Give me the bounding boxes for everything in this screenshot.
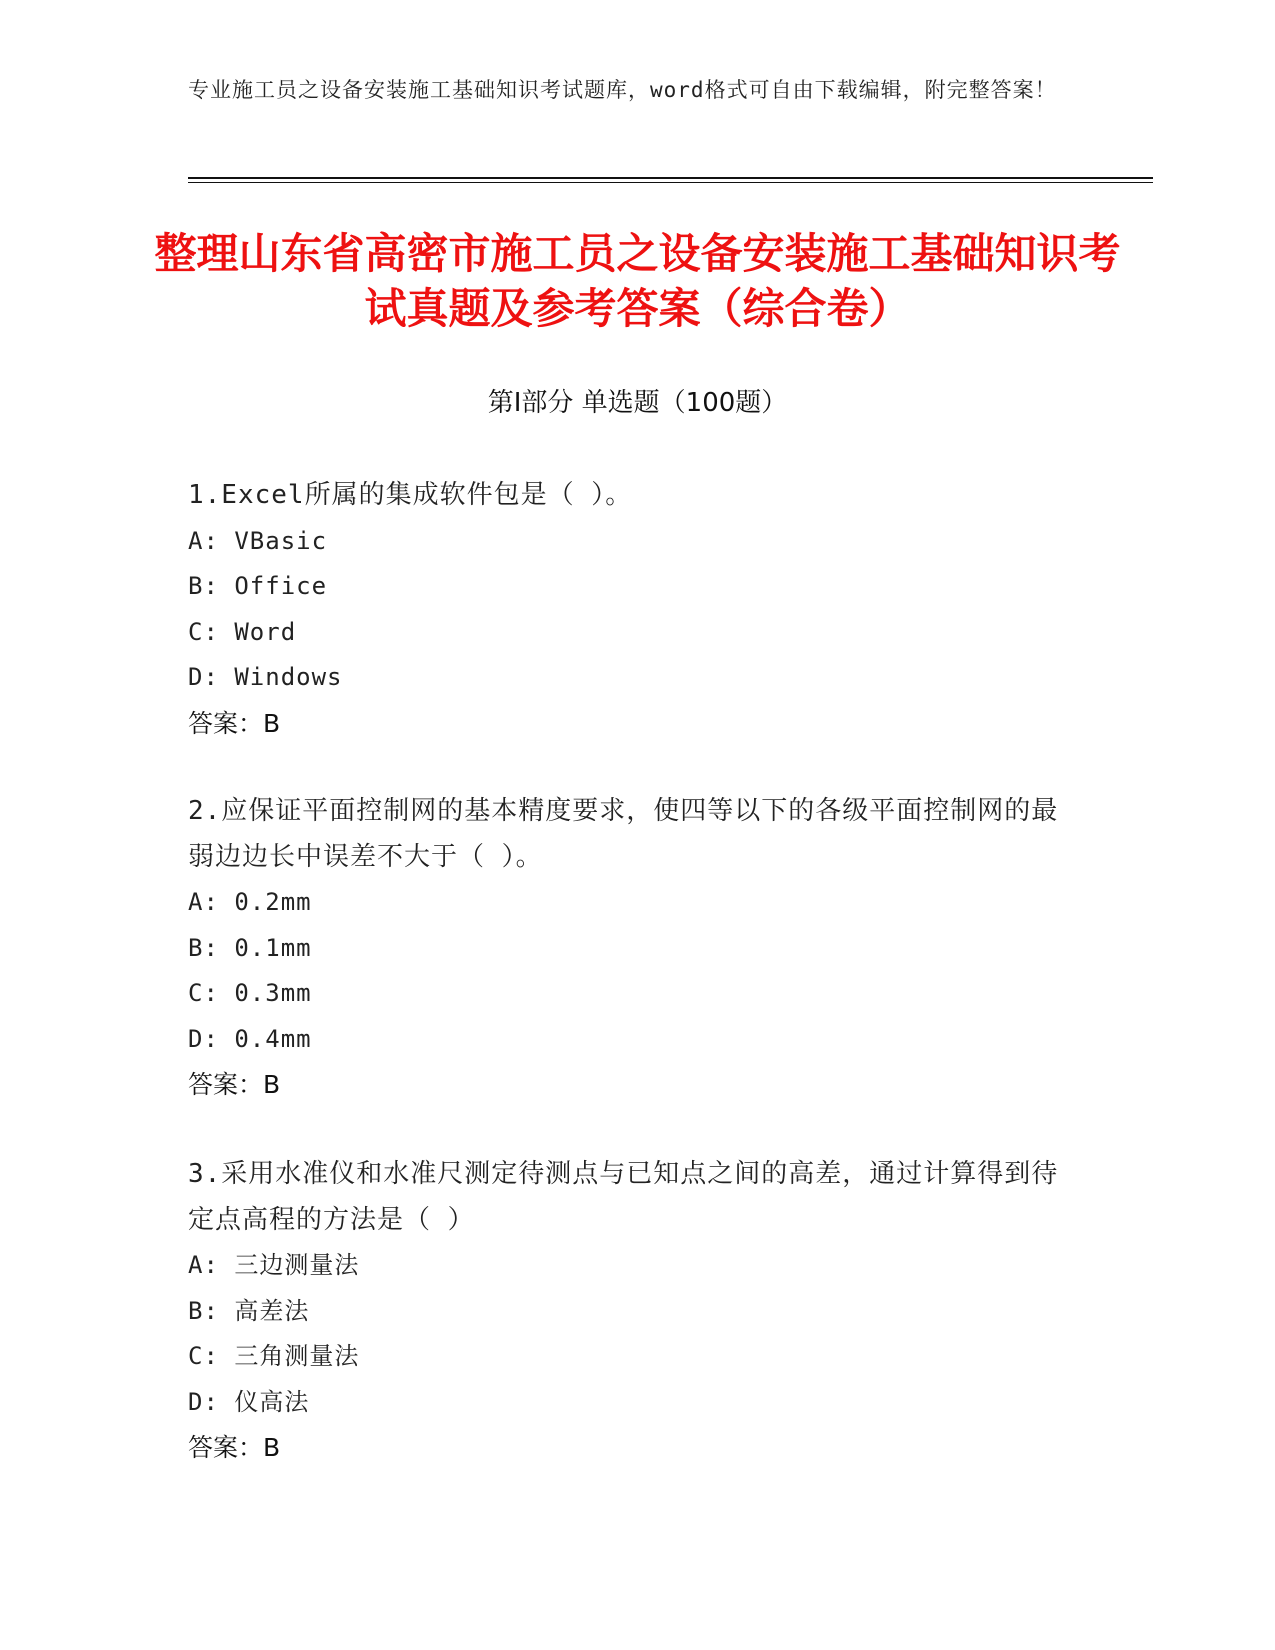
answer: 答案：B — [188, 1433, 281, 1462]
option-a: A: 0.2mm — [188, 888, 312, 916]
header-note: 专业施工员之设备安装施工基础知识考试题库，word格式可自由下载编辑，附完整答案！ — [188, 78, 1057, 102]
option-c: C: Word — [188, 617, 297, 646]
option-b: B: Office — [188, 572, 328, 600]
option-c: C: 三角测量法 — [188, 1342, 360, 1370]
option-c: C: 0.3mm — [188, 979, 312, 1007]
question-stem: 3.采用水准仪和水准尺测定待测点与已知点之间的高差，通过计算得到待定点高程的方法是（ ） — [188, 1159, 1059, 1235]
question-3 — [188, 1152, 1068, 1471]
option-d: D: 仪高法 — [188, 1387, 310, 1416]
question-stem: 1.Excel所属的集成软件包是（ ）。 — [188, 480, 633, 510]
option-d: D: Windows — [188, 663, 343, 691]
document-title: 整理山东省高密市施工员之设备安装施工基础知识考试真题及参考答案（综合卷） — [154, 229, 1121, 333]
answer: 答案：B — [188, 708, 281, 738]
header-divider-thin — [188, 182, 1153, 183]
option-a: A: 三边测量法 — [188, 1251, 360, 1279]
question-stem: 2.应保证平面控制网的基本精度要求，使四等以下的各级平面控制网的最弱边边长中误差不大于（ ）。 — [188, 796, 1059, 872]
answer: 答案：B — [188, 1070, 281, 1099]
option-b: B: 0.1mm — [188, 933, 312, 962]
option-a: A: VBasic — [188, 526, 328, 555]
question-1 — [188, 473, 1068, 746]
section-title: 第Ⅰ部分 单选题（100题） — [487, 388, 788, 418]
question-2 — [188, 789, 1068, 1108]
option-b: B: 高差法 — [188, 1296, 310, 1325]
header-divider-thick — [188, 177, 1153, 179]
option-d: D: 0.4mm — [188, 1024, 312, 1053]
